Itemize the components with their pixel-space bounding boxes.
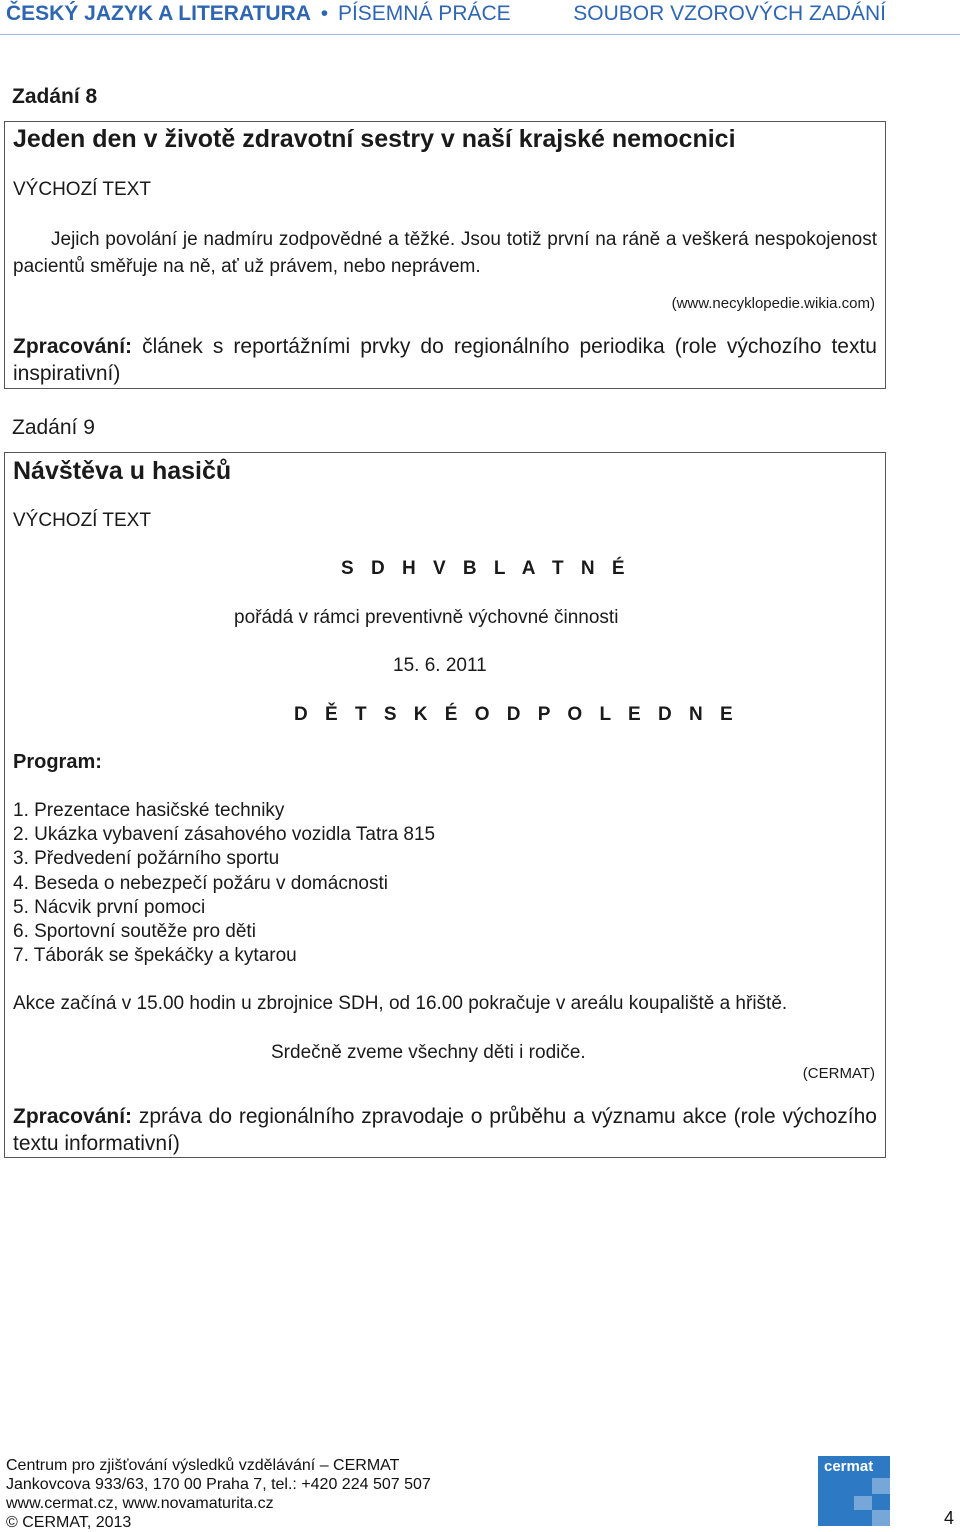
page-number: 4 (943, 1508, 954, 1528)
akce-text: Akce začíná v 15.00 hodin u zbrojnice SDH, od 16.00 pokračuje v areálu koupaliště a hřiště. (13, 993, 788, 1014)
zadani8-zpracovani-text: článek s reportážními prvky do regionálního periodika (role výchozího textu inspirativní) (13, 335, 877, 385)
zadani9-title: Návštěva u hasičů (13, 457, 232, 485)
zadani9-source: (CERMAT) (802, 1065, 875, 1082)
logo-block (854, 1496, 872, 1510)
header-collection: SOUBOR VZOROVÝCH ZADÁNÍ (573, 2, 886, 25)
zadani9-zpracovani-label: Zpracování: (13, 1105, 133, 1128)
program-item: 5. Nácvik první pomoci (13, 896, 206, 918)
detske-odpoledne: D Ě T S K É O D P O L E D N E (294, 704, 739, 725)
porada-text: pořádá v rámci preventivně výchovné činnosti (234, 607, 619, 628)
zadani8-box (4, 121, 886, 389)
zadani8-text: Jejich povolání je nadmíru zodpovědné a těžké. Jsou totiž první na ráně a veškerá nespokojenost pacientů směřuje na ně, ať už právem, nebo neprávem. (13, 229, 877, 277)
zadani8-label: Zadání 8 (12, 85, 98, 108)
zadani8-zpracovani-label: Zpracování: (13, 335, 133, 358)
header-subject: ČESKÝ JAZYK A LITERATURA (6, 2, 311, 25)
sdh-blatne: S D H V B L A T N É (341, 558, 631, 579)
zadani9-zpracovani-text: zpráva do regionálního zpravodaje o průběhu a významu akce (role výchozího textu informativní) (13, 1105, 877, 1155)
logo-block (872, 1510, 890, 1526)
footer-org: Centrum pro zjišťování výsledků vzdělávání – CERMAT (6, 1457, 400, 1474)
zadani9-zpracovani (13, 1103, 877, 1157)
zadani9-vychozi: VÝCHOZÍ TEXT (13, 510, 151, 531)
program-item: 2. Ukázka vybavení zásahového vozidla Tatra 815 (13, 824, 436, 846)
zadani8-vychozi: VÝCHOZÍ TEXT (13, 179, 151, 200)
page-header (0, 0, 960, 35)
program-list (13, 799, 435, 968)
program-item: 7. Táborák se špekáčky a kytarou (13, 945, 297, 967)
zadani8-source: (www.necyklopedie.wikia.com) (671, 295, 875, 312)
srdecne-text: Srdečně zveme všechny děti i rodiče. (271, 1042, 586, 1063)
program-label: Program: (13, 751, 102, 773)
zadani8-title: Jeden den v životě zdravotní sestry v naší krajské nemocnici (13, 125, 736, 153)
zadani9-label: Zadání 9 (12, 416, 95, 439)
header-separator: • (320, 2, 329, 25)
header-left (6, 2, 511, 26)
footer-address: Jankovcova 933/63, 170 00 Praha 7, tel.: +420 224 507 507 (6, 1476, 431, 1493)
program-item: 1. Prezentace hasičské techniky (13, 800, 285, 821)
zadani9-box (4, 452, 886, 1158)
program-item: 4. Beseda o nebezpečí požáru v domácnosti (13, 872, 388, 894)
logo-block (872, 1478, 890, 1494)
footer-copyright: © CERMAT, 2013 (6, 1514, 132, 1531)
program-item: 6. Sportovní soutěže pro děti (13, 921, 256, 943)
program-item: 3. Předvedení požárního sportu (13, 848, 280, 870)
cermat-logo (818, 1456, 890, 1526)
footer-web: www.cermat.cz, www.novamaturita.cz (6, 1495, 274, 1512)
zadani8-zpracovani (13, 333, 877, 387)
page-footer (6, 1456, 431, 1532)
logo-text: cermat (824, 1458, 874, 1475)
header-subtitle: PÍSEMNÁ PRÁCE (337, 2, 511, 25)
event-date: 15. 6. 2011 (393, 655, 487, 676)
